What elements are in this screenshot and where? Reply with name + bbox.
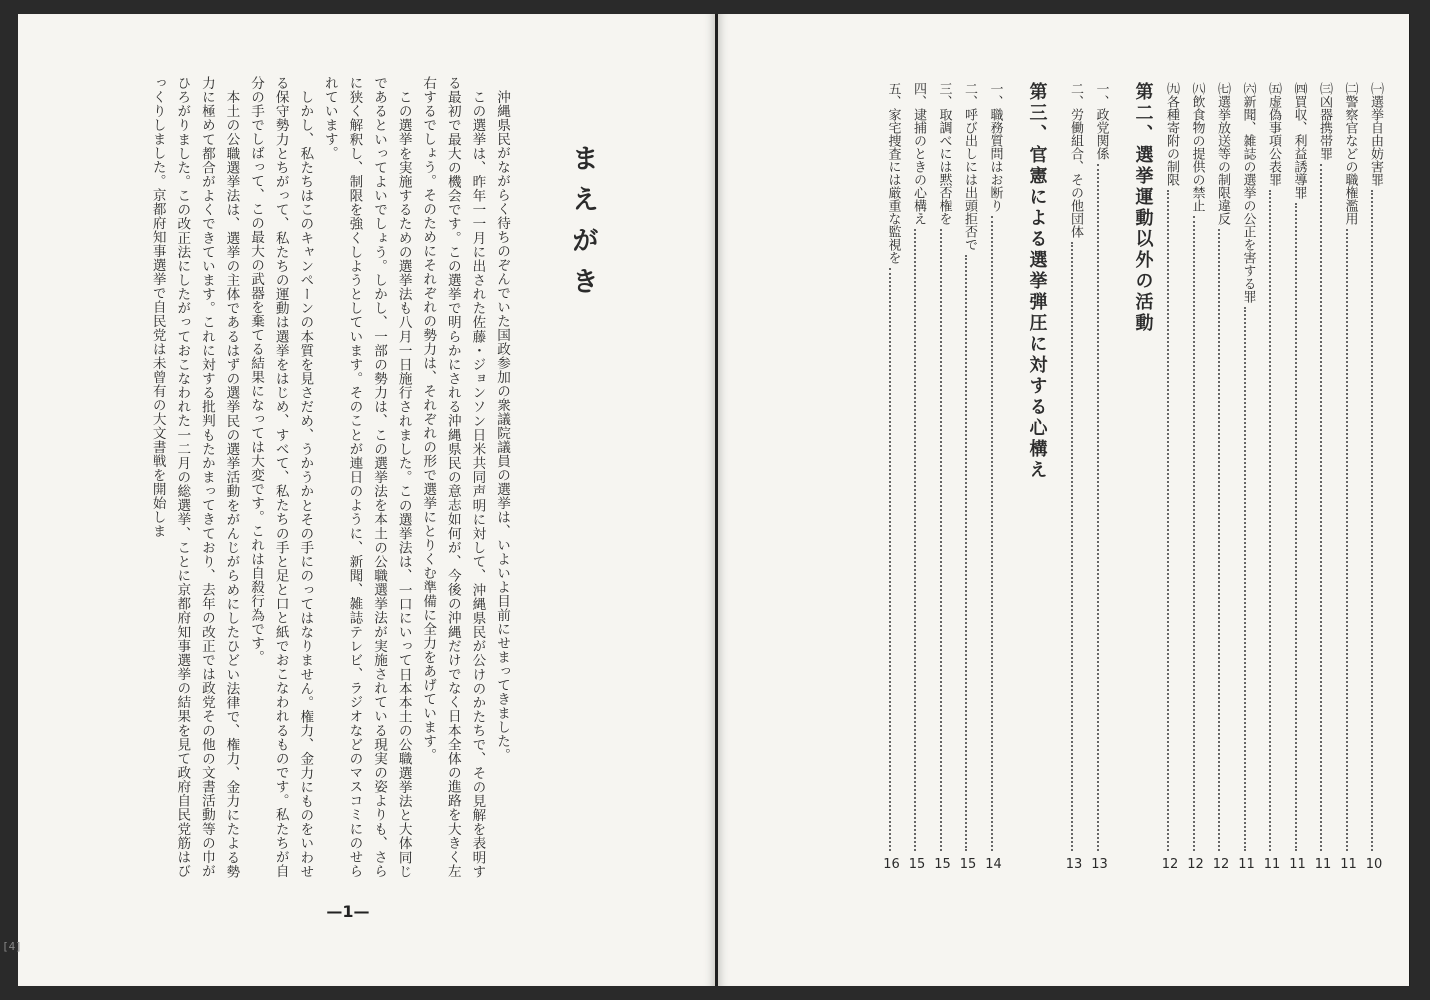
toc-page-number: 15 <box>934 857 951 872</box>
toc-label: ㈥新聞、雑誌の選挙の公正を害する罪 <box>1240 82 1256 303</box>
toc-page-number: 11 <box>1263 857 1281 872</box>
toc-page-number: 10 <box>1365 857 1383 872</box>
page-number: —1— <box>326 902 370 921</box>
toc-leader-dots <box>965 255 967 851</box>
toc-leader-dots <box>889 268 891 851</box>
toc-page-number: 13 <box>1065 857 1083 872</box>
toc-label: 四、逮捕のときの心構え <box>911 82 926 225</box>
toc-label: 第三、官憲による選挙弾圧に対する心構え <box>1026 82 1048 481</box>
toc-label: ㈣買収、利益誘導罪 <box>1291 82 1307 199</box>
toc-label: 三、取調べには黙否権を <box>936 82 952 225</box>
archive-mark: [4] <box>2 940 22 953</box>
toc-entry <box>1232 82 1258 872</box>
toc-leader-dots <box>1320 164 1322 851</box>
toc-page-number: 11 <box>1289 857 1306 872</box>
right-page <box>718 14 1409 986</box>
toc-label: ㈦選挙放送等の制限違反 <box>1215 82 1230 225</box>
toc-label: ㈡警察官などの職権濫用 <box>1342 82 1358 225</box>
toc-entry <box>1156 82 1182 872</box>
toc-leader-dots <box>1346 229 1348 851</box>
toc-leader-dots <box>1371 190 1373 851</box>
toc-entry <box>1258 82 1284 872</box>
toc-leader-dots <box>1244 307 1246 851</box>
toc-entry <box>1207 82 1233 872</box>
toc-entry <box>928 82 954 872</box>
toc-page-number: 13 <box>1091 857 1108 872</box>
toc-entry <box>1181 82 1207 872</box>
preface-title: まえがき <box>567 144 598 308</box>
preface-paragraph: 沖縄県民がながらく待ちのぞんでいた国政参加の衆議院議員の選挙は、いよいよ目前にせまってきました。 <box>494 89 510 762</box>
toc-page-number: 11 <box>1314 857 1332 872</box>
toc-leader-dots <box>1218 229 1220 851</box>
toc-label: 一、職務質問はお断り <box>987 82 1003 212</box>
toc-entry <box>979 82 1005 872</box>
toc-entry <box>1085 82 1111 872</box>
toc-page-number: 16 <box>883 857 900 872</box>
toc-leader-dots <box>1295 203 1297 851</box>
toc-page-number: 15 <box>908 857 926 872</box>
toc-label: ㈤虚偽事項公表罪 <box>1266 82 1281 186</box>
toc-entry <box>877 82 903 872</box>
left-page <box>18 14 715 986</box>
toc-entry <box>1060 82 1086 872</box>
toc-entry <box>1309 82 1335 872</box>
toc-leader-dots <box>1269 190 1271 851</box>
toc-label: ㈢凶器携帯罪 <box>1317 82 1332 160</box>
preface-paragraph: この選挙を実施するための選挙法も八月一日施行されました。この選挙法は、一口にいって日本本土の公職選挙法と大体同じであるといってよいでしょう。しかし、一部の勢力は、この選挙法を本土の公職選挙法が実施されている現実の姿よりも、さらに狭く解釈し、制限を強くしようとしています。そのことが連日のように、新聞、雑誌テレビ、ラジオなどのマスコミにのせられています。 <box>321 76 412 878</box>
toc-entry <box>954 82 980 872</box>
toc-page-number: 15 <box>959 857 977 872</box>
toc-page-number: 12 <box>1212 857 1230 872</box>
toc-entry <box>903 82 929 872</box>
toc-leader-dots <box>940 229 942 851</box>
toc-leader-dots <box>1193 216 1195 851</box>
toc-leader-dots <box>914 229 916 851</box>
toc-label: 二、呼び出しには出頭拒否で <box>962 82 977 251</box>
toc-leader-dots <box>1167 190 1169 851</box>
toc-page-number: 12 <box>1187 857 1204 872</box>
book-spread <box>18 14 1410 986</box>
toc-heading <box>1123 82 1156 872</box>
preface-paragraph: この選挙は、昨年一一月に出された佐藤・ジョンソン日米共同声明に対して、沖縄県民が公けのかたちで、その見解を表明する最初で最大の機会です。この選挙で明らかにされる沖縄県民の意志如何が、今後の沖縄だけでなく日本全体の進路を大きく左右するでしょう。そのためにそれぞれの勢力は、それぞれの形で選挙にとりくむ準備に全力をあげています。 <box>420 76 486 878</box>
preface-paragraph: しかし、私たちはこのキャンペーンの本質を見さだめ、うかうかとその手にのってはなりません。権力、金力にものをいわせる保守勢力とちがって、私たちの運動は選挙をはじめ、すべて、私たちの手と足と口と紙でおこなわれるものです。私たちが自分の手でしばって、この最大の武器を棄てる結果になっては大変です。これは自殺行為です。 <box>248 76 314 878</box>
toc-page-number: 12 <box>1161 857 1179 872</box>
preface-body <box>74 76 514 878</box>
toc-label: ㈧飲食物の提供の禁止 <box>1189 82 1205 212</box>
preface-paragraph: 本土の公職選挙法は、選挙の主体であるはずの選挙民の選挙活動をがんじがらめにしたひどい法律で、権力、金力にたよる勢力に極めて都合がよくできています。これに対する批判もたかまってきており、去年の改正では政党その他の文書活動等の巾がひろがりました。この改正法にしたがっておこなわれた一二月の総選挙、ことに京都府知事選挙の結果を見て政府自民党筋はびっくりしました。京都府知事選挙で自民党は未曾有の大文書戦を開始しま <box>149 76 240 878</box>
toc-page-number: 11 <box>1238 857 1255 872</box>
toc-label: 二、労働組合、その他団体 <box>1068 82 1083 238</box>
toc-heading <box>1017 82 1050 872</box>
toc-label: 第二、選挙運動以外の活動 <box>1132 82 1154 334</box>
toc-leader-dots <box>1071 242 1073 851</box>
toc-page-number: 11 <box>1340 857 1357 872</box>
table-of-contents <box>877 82 1385 872</box>
toc-label: ㈨各種寄附の制限 <box>1164 82 1179 186</box>
toc-page-number: 14 <box>985 857 1002 872</box>
toc-entry <box>1360 82 1386 872</box>
toc-entry <box>1283 82 1309 872</box>
toc-label: 一、政党関係 <box>1093 82 1109 160</box>
toc-label: 五、家宅捜査には厳重な監視を <box>885 82 901 264</box>
toc-entry <box>1334 82 1360 872</box>
toc-label: ㈠選挙自由妨害罪 <box>1368 82 1383 186</box>
toc-leader-dots <box>991 216 993 851</box>
toc-leader-dots <box>1097 164 1099 851</box>
